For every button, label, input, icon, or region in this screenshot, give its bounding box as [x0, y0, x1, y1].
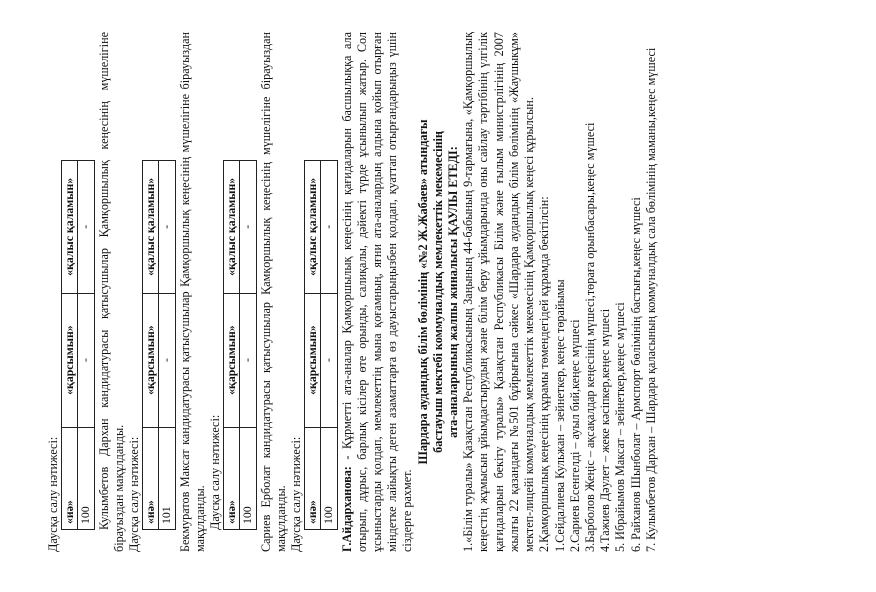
member-item: 5. Ибрайымов Максат – зейнеткер,кеңес мүшесі: [613, 302, 628, 552]
resolution-item-2: 2.Қамқоршылық кеңесінің құрамы төмендегідей құрамда бекітілсін:: [537, 196, 552, 552]
vote-table-2: [142, 160, 175, 530]
vote-against-value: -: [240, 293, 256, 427]
vote-abstain-value: -: [78, 161, 94, 294]
vote-abstain-value: -: [240, 161, 256, 294]
header-abstain: «қалыс қаламын»: [62, 161, 78, 294]
vote-yes-value: 100: [240, 427, 256, 529]
paragraph-sariev: Сариев Ерболат кандидатурасы қатысушылар Қамқоршылық кеңесінің мүшелігіне бірауыздан мақұлданды.: [258, 32, 288, 552]
vote-yes-value: 101: [159, 427, 175, 529]
vote-yes-value: 100: [321, 427, 337, 529]
member-item: 3.Барболов Жеңіс – ақсақалдар кеңесінің мүшесі,төраға орынбасары,кеңес мүшесі: [582, 122, 597, 552]
header-yes: «иә»: [143, 427, 159, 529]
heading-line-1: Шардара аудандық білім бөлімінің «№2 Ж.Жабаев» атындағы: [415, 119, 430, 465]
vote-table-1: [61, 160, 94, 530]
heading-line-3: ата-аналарының жалпы жиналысы ҚАУЛЫ ЕТЕДІ:: [446, 146, 461, 438]
speech-paragraph: [340, 32, 416, 552]
header-abstain: «қалыс қаламын»: [143, 161, 159, 294]
member-item: 4.Тажиев Дәулет – жеке кәсіпкер,кеңес мүшесі: [598, 308, 613, 552]
vote-abstain-value: -: [159, 161, 175, 294]
vote-result-label: Даусқа салу нәтижесі:: [127, 436, 142, 552]
speech-text: - Құрметті ата-аналар Қамқоршылық кеңесінің қағидаларын басшылыққа ала отырып, дұрыс, барлық кісілер өте орынды, салиқалы, дәйекті түрде ұсынылып жатыр. Сол ұсыныстарды қолдап, мемлекеттің мына қоғамның, яғни ата-аналардың алдына қойып отырған міндетке лайықты деген азаматтарға өз дауыстарыңызбен қолдап, қуаттап отырғандарыңыз үшін сіздерге рахмет.: [339, 32, 415, 552]
header-against: «қарсымын»: [305, 293, 321, 427]
header-against: «қарсымын»: [62, 293, 78, 427]
vote-abstain-value: -: [321, 161, 337, 294]
header-abstain: «қалыс қаламын»: [224, 161, 240, 294]
member-item: 6. Райханов Шынболат – Армспорт бөлімінің бастығы,кеңес мүшесі: [628, 197, 643, 552]
vote-against-value: -: [159, 293, 175, 427]
header-against: «қарсымын»: [224, 293, 240, 427]
vote-against-value: -: [321, 293, 337, 427]
member-item: 2.Сариев Есенгелді – ауыл бий,кеңес мүшесі: [567, 319, 582, 552]
member-item: 7. Кулымбетов Дархан – Шардара қаласының коммуналдық сала бөлімінің маманы,кеңес мүшесі: [643, 47, 658, 552]
vote-table-3: [223, 160, 256, 530]
resolution-item-1: 1.«Білім туралы» Қазақстан Республикасының Заңының 44-бабының 9-тармағына, «Қамқоршылық кеңестің жұмысын ұйымдастырудың және білім беру ұйымдарында оны сайлау тәртібінің үлгілік қағидаларын бекіту туралы» Қазақстан Республикасы Білім және ғылым министрлігінің 2007 жылғы 22 қазандағы №501 бұйрығына сәйкес «Шардара аудандық білім бөлімінің «Жаушыкұм» мектеп-лицейі коммуналдық мемлекеттік мекемесінің Қамқоршылық кеңесі құрылсын.: [461, 32, 537, 552]
vote-result-label: Даусқа салу нәтижесі:: [289, 436, 304, 552]
member-item: 1.Сейдалиева Кульжан – зейнеткер, кеңес төрайымы: [552, 279, 567, 552]
header-yes: «иә»: [224, 427, 240, 529]
heading-line-2: бастауыш мектебі коммуналдық мемлекеттік мекемесінің: [430, 131, 445, 453]
vote-table-4: [304, 160, 337, 530]
vote-result-label: Даусқа салу нәтижесі:: [46, 436, 60, 552]
vote-against-value: -: [78, 293, 94, 427]
vote-result-label: Даусқа салу нәтижесі:: [208, 414, 223, 530]
paragraph-kulymbetov: Кулымбетов Дархан кандидатурасы қатысушылар Қамқоршылық кеңесінің мүшелігіне бірауыздан мақұлданды.: [96, 32, 126, 552]
vote-yes-value: 100: [78, 427, 94, 529]
header-yes: «иә»: [62, 427, 78, 529]
speaker-name: Г.Айдарханова:: [339, 466, 354, 552]
header-abstain: «қалыс қаламын»: [305, 161, 321, 294]
members-list: [553, 32, 659, 552]
document-body: [46, 32, 659, 552]
header-against: «қарсымын»: [143, 293, 159, 427]
paragraph-bekmuratov: Бекмуратов Максат кандидатурасы қатысушылар Қамқоршылық кеңесінің мүшелігіне бірауыздан мақұлданды.: [177, 32, 207, 552]
header-yes: «иә»: [305, 427, 321, 529]
